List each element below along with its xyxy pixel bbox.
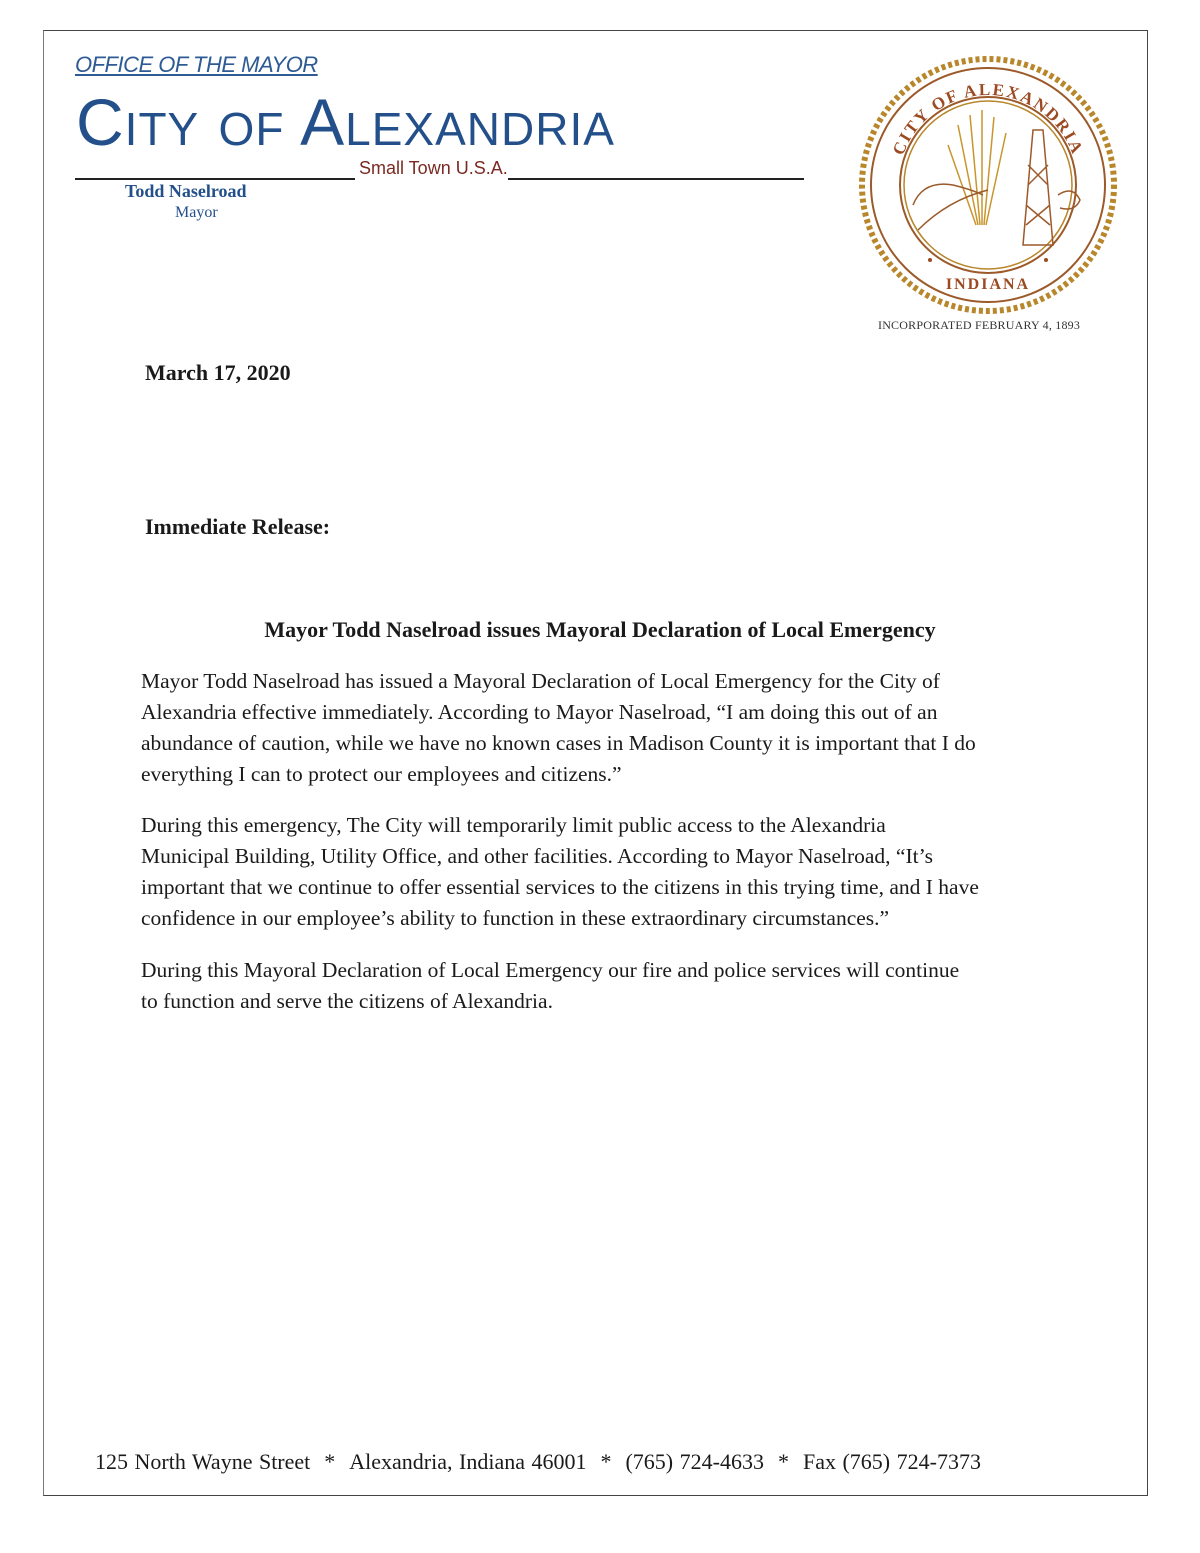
seal-text-top: CITY OF ALEXANDRIA (888, 79, 1088, 158)
paragraph-3 (141, 955, 959, 1017)
text-line: During this emergency, The City will temporarily limit public access to the Alexandria (141, 813, 886, 837)
mayor-title: Mayor (175, 204, 218, 221)
incorporated-date: INCORPORATED FEBRUARY 4, 1893 (878, 318, 1081, 332)
office-of-the-mayor: OFFICE OF THE MAYOR (75, 52, 318, 77)
text-line: During this Mayoral Declaration of Local Emergency our fire and police services will continue (141, 958, 960, 982)
city-title: City of Alexandria (76, 85, 615, 159)
paragraph-1 (141, 666, 976, 790)
text-line: important that we continue to offer essential services to the citizens in this trying time, and I have (141, 875, 979, 899)
header-rule-right (508, 178, 804, 180)
header-rule-left (75, 178, 355, 180)
mayor-name: Todd Naselroad (125, 181, 247, 201)
city-seal-icon (858, 55, 1118, 315)
text-line: abundance of caution, while we have no known cases in Madison County it is important that I do (141, 731, 976, 755)
text-line: everything I can to protect our employees and citizens.” (141, 762, 622, 786)
footer-city: Alexandria, Indiana 46001 (349, 1449, 587, 1474)
footer-fax: Fax (765) 724-7373 (802, 1449, 981, 1474)
tagline: Small Town U.S.A. (359, 158, 508, 178)
footer-separator: * (777, 1449, 789, 1474)
seal-text-bottom: INDIANA (945, 276, 1031, 293)
footer-address: 125 North Wayne Street (95, 1449, 311, 1474)
letter-date: March 17, 2020 (145, 360, 291, 385)
headline: Mayor Todd Naselroad issues Mayoral Declaration of Local Emergency (264, 617, 936, 642)
footer-contact (95, 1449, 981, 1475)
text-line: Alexandria effective immediately. According to Mayor Naselroad, “I am doing this out of an (141, 700, 938, 724)
text-line: Mayor Todd Naselroad has issued a Mayoral Declaration of Local Emergency for the City of (141, 669, 940, 693)
text-line: Municipal Building, Utility Office, and other facilities. According to Mayor Naselroad, “It’s (141, 844, 933, 868)
footer-phone: (765) 724-4633 (625, 1449, 764, 1474)
text-line: confidence in our employee’s ability to function in these extraordinary circumstances.” (141, 906, 890, 930)
paragraph-2 (141, 810, 979, 934)
release-label: Immediate Release: (145, 514, 331, 539)
text-line: to function and serve the citizens of Alexandria. (141, 989, 553, 1013)
footer-separator: * (600, 1449, 612, 1474)
footer-separator: * (324, 1449, 336, 1474)
